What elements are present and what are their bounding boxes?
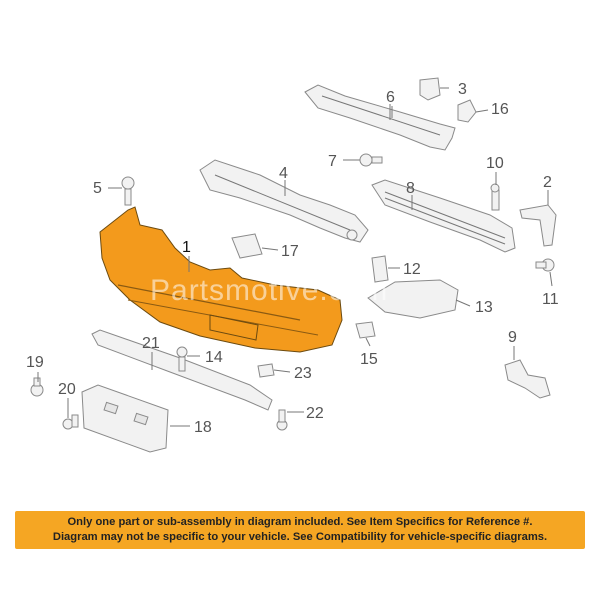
- part-2-bracket: [520, 205, 556, 246]
- callout-19: 19: [26, 354, 44, 371]
- notice-line-1: Only one part or sub-assembly in diagram included. See Item Specifics for Reference #.: [67, 516, 533, 528]
- callout-23: 23: [294, 365, 312, 382]
- part-10-bolt: [491, 184, 499, 210]
- callout-9: 9: [508, 329, 517, 346]
- callout-17: 17: [281, 243, 299, 260]
- part-3-clip: [420, 78, 440, 100]
- part-9-bracket: [505, 360, 550, 398]
- callout-8: 8: [406, 180, 415, 197]
- part-7-bolt: [360, 154, 382, 166]
- notice-line-2: Diagram may not be specific to your vehicle. See Compatibility for vehicle-specific diagrams.: [52, 531, 548, 543]
- notice-banner: [15, 511, 585, 549]
- part-18-license-bracket: [82, 385, 168, 452]
- callout-16: 16: [491, 101, 509, 118]
- callout-7: 7: [328, 153, 337, 170]
- callout-12: 12: [403, 261, 421, 278]
- callout-11: 11: [542, 291, 559, 308]
- part-20-screw: [63, 415, 78, 429]
- callout-4: 4: [279, 165, 288, 182]
- callout-14: 14: [205, 349, 223, 366]
- part-15-clip: [356, 322, 375, 338]
- callout-13: 13: [475, 299, 493, 316]
- part-19-clip: [31, 378, 43, 396]
- part-14-bolt: [177, 347, 187, 371]
- callout-15: 15: [360, 351, 378, 368]
- callout-20: 20: [58, 381, 76, 398]
- callout-10: 10: [486, 155, 504, 172]
- part-5-fastener: [122, 177, 134, 205]
- part-22-bolt: [277, 410, 287, 430]
- callout-5: 5: [93, 180, 102, 197]
- callout-2: 2: [543, 174, 552, 191]
- callout-21: 21: [142, 335, 160, 352]
- watermark-text: Partsmotive.com: [150, 274, 389, 307]
- callout-18: 18: [194, 419, 212, 436]
- part-16-bracket: [458, 100, 476, 122]
- callout-6: 6: [386, 89, 395, 106]
- callout-3: 3: [458, 81, 467, 98]
- callout-22: 22: [306, 405, 324, 422]
- part-11-bolt: [536, 259, 554, 271]
- callout-1: 1: [182, 239, 191, 256]
- part-23-clip: [258, 364, 274, 377]
- part-17-plate: [232, 234, 262, 258]
